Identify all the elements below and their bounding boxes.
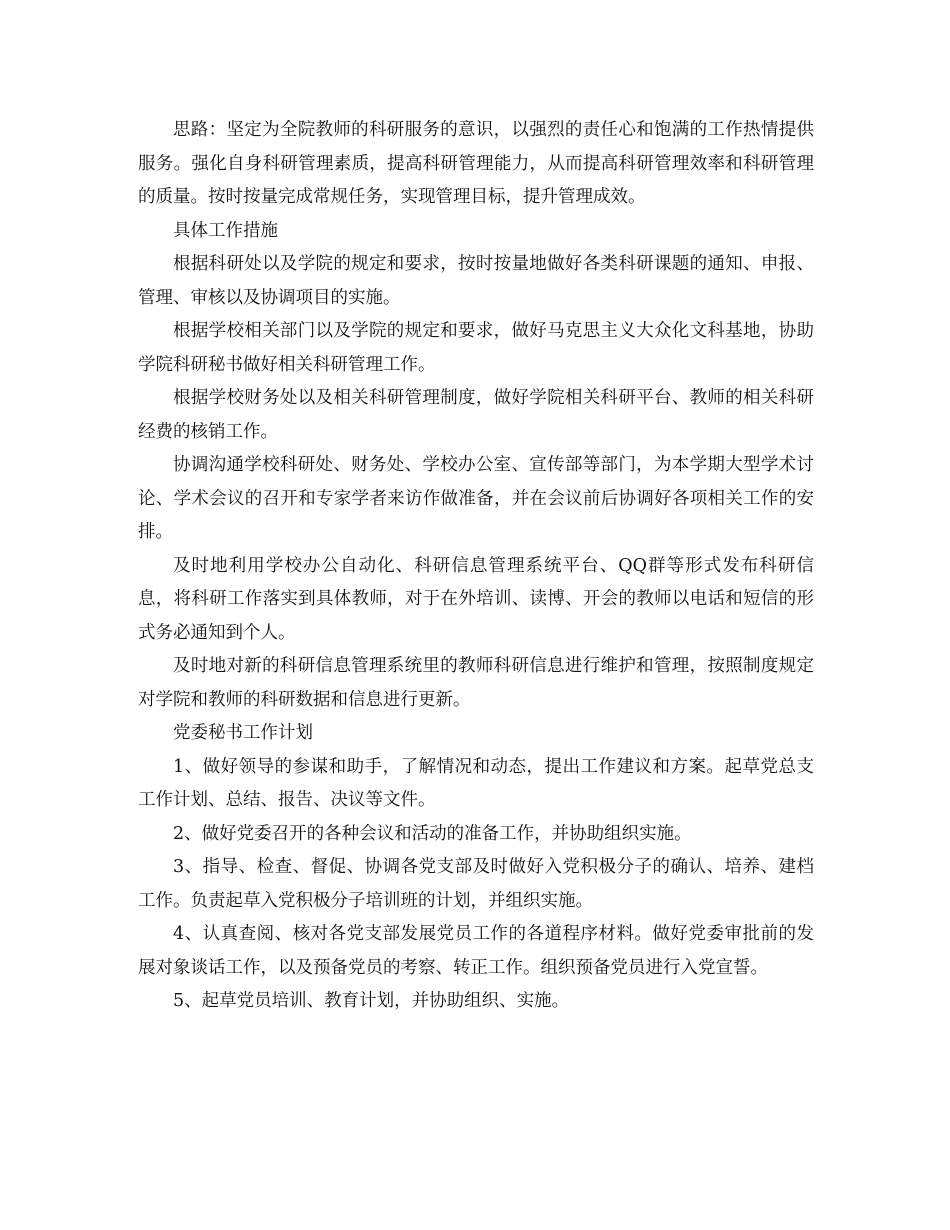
paragraph-plan-item: 3、指导、检查、督促、协调各党支部及时做好入党积极分子的确认、培养、建档工作。负责起草入党积极分子培训班的计划，并组织实施。: [138, 857, 814, 911]
paragraph-measure: 协调沟通学校科研处、财务处、学校办公室、宣传部等部门，为本学期大型学术讨论、学术会议的召开和专家学者来访作做准备，并在会议前后协调好各项相关工作的安排。: [138, 455, 814, 542]
document-body: [138, 114, 814, 1019]
heading-party-secretary-plan: 党委秘书工作计划: [173, 723, 313, 743]
paragraph-measure: 及时地对新的科研信息管理系统里的教师科研信息进行维护和管理，按照制度规定对学院和教师的科研数据和信息进行更新。: [138, 656, 814, 710]
paragraph-measure: 及时地利用学校办公自动化、科研信息管理系统平台、QQ群等形式发布科研信息，将科研工作落实到具体教师，对于在外培训、读博、开会的教师以电话和短信的形式务必通知到个人。: [138, 555, 814, 643]
paragraph-plan-item: 1、做好领导的参谋和助手，了解情况和动态，提出工作建议和方案。起草党总支工作计划、总结、报告、决议等文件。: [138, 756, 814, 810]
paragraph-measure: 根据学校相关部门以及学院的规定和要求，做好马克思主义大众化文科基地，协助学院科研秘书做好相关科研管理工作。: [138, 321, 814, 375]
paragraph-plan-item: 2、做好党委召开的各种会议和活动的准备工作，并协助组织实施。: [173, 823, 692, 844]
heading-specific-measures: 具体工作措施: [173, 220, 278, 241]
paragraph-approach: 思路：坚定为全院教师的科研服务的意识，以强烈的责任心和饱满的工作热情提供服务。强化自身科研管理素质，提高科研管理能力，从而提高科研管理效率和科研管理的质量。按时按量完成常规任务，实现管理目标，提升管理成效。: [138, 120, 814, 207]
paragraph-measure: 根据科研处以及学院的规定和要求，按时按量地做好各类科研课题的通知、申报、管理、审核以及协调项目的实施。: [138, 254, 814, 308]
paragraph-plan-item: 4、认真查阅、核对各党支部发展党员工作的各道程序材料。做好党委审批前的发展对象谈话工作，以及预备党员的考察、转正工作。组织预备党员进行入党宣誓。: [138, 924, 814, 978]
paragraph-measure: 根据学校财务处以及相关科研管理制度，做好学院相关科研平台、教师的相关科研经费的核销工作。: [138, 388, 814, 442]
paragraph-plan-item: 5、起草党员培训、教育计划，并协助组织、实施。: [173, 991, 570, 1011]
